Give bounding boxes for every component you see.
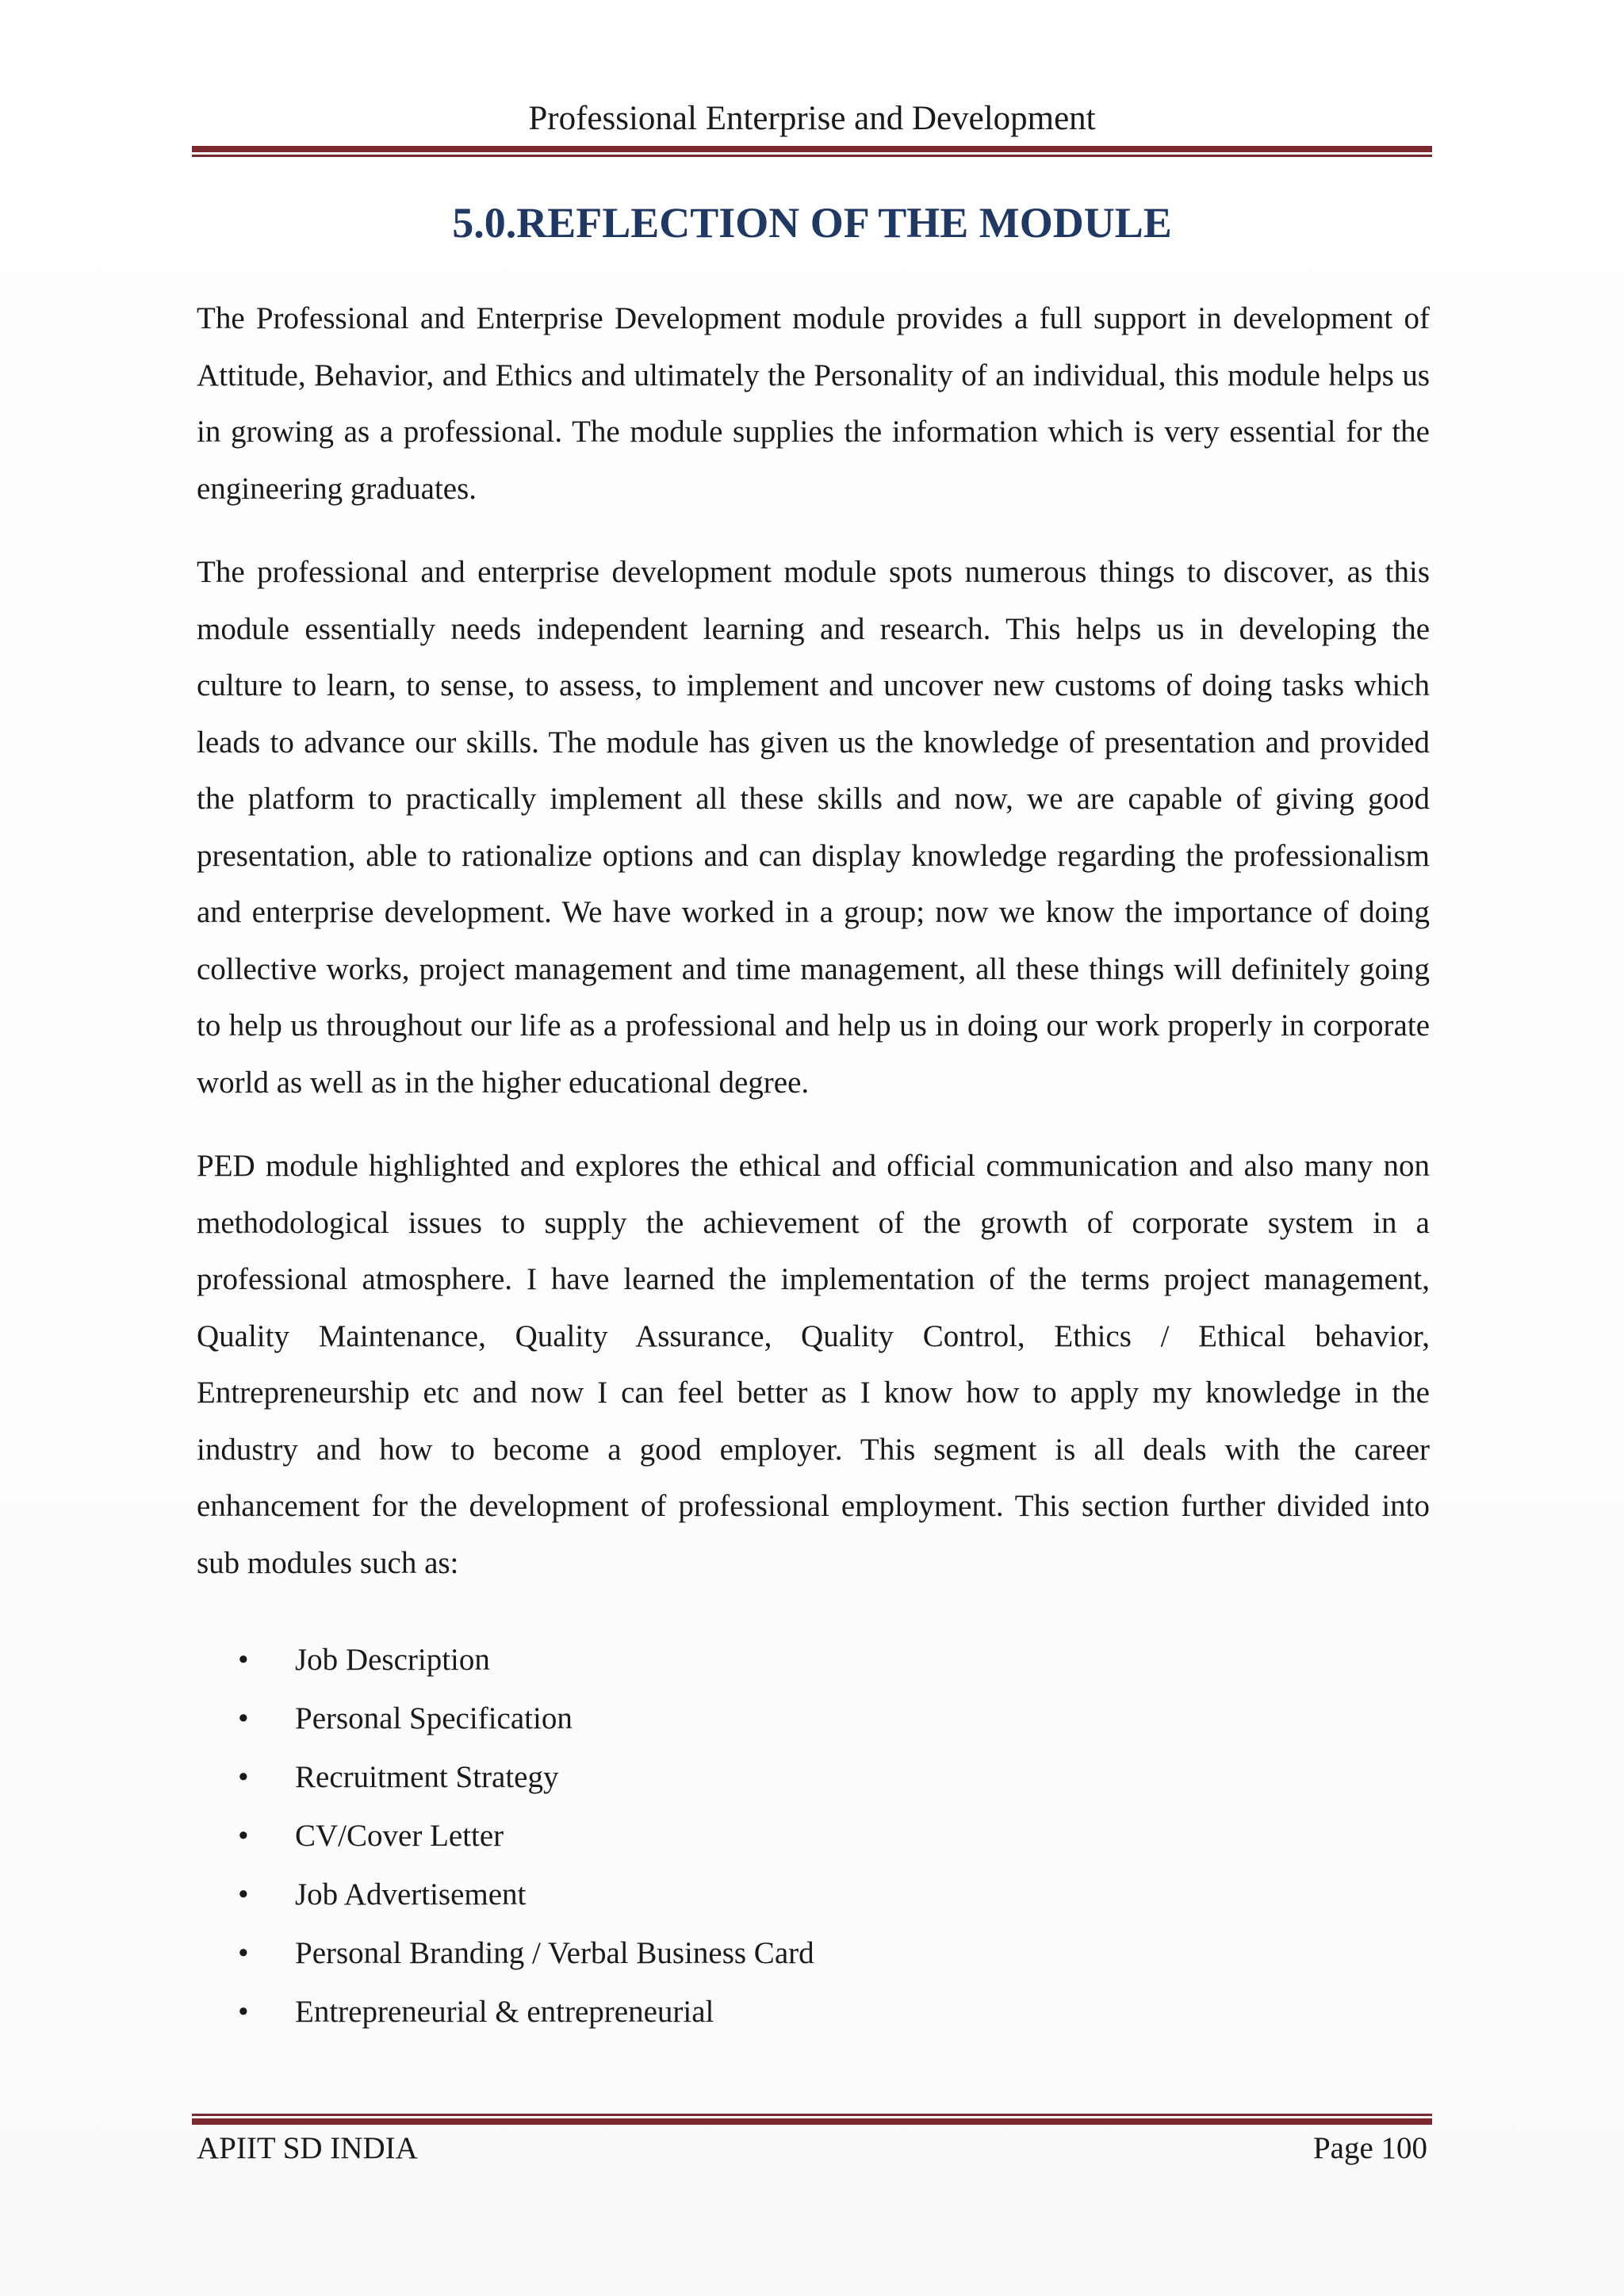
- bullet-icon: •: [238, 1701, 249, 1735]
- list-item: [238, 1983, 1430, 2042]
- list-item-text: Entrepreneurial & entrepreneurial: [295, 1995, 714, 2029]
- running-header: Professional Enterprise and Development: [528, 100, 1096, 137]
- paragraph-1: The Professional and Enterprise Development module provides a full support in development of Attitude, Behavior, and Ethics and ultimately the Personality of an individual, this module helps us in growing as a professional. The module supplies the information which is very essential for the engineering graduates.: [197, 301, 1430, 506]
- paragraph-3: PED module highlighted and explores the ethical and official communication and also many non methodological issues to supply the achievement of the growth of corporate system in a professional atmosphere. I have learned the implementation of the terms project management, Quality Maintenance, Quality Assurance, Quality Control, Ethics / Ethical behavior, Entrepreneurship etc and now I can feel better as I know how to apply my knowledge in the industry and how to become a good employer. This segment is all deals with the career enhancement for the development of professional employment. This section further divided into sub modules such as:: [197, 1149, 1430, 1580]
- list-item-text: Job Advertisement: [295, 1877, 527, 1911]
- list-item-text: Job Description: [295, 1643, 490, 1677]
- list-item: [238, 1924, 1430, 1983]
- list-item: [238, 1689, 1430, 1748]
- list-item: [238, 1748, 1430, 1807]
- list-item-text: Personal Specification: [295, 1701, 573, 1735]
- bullet-icon: •: [238, 1936, 249, 1970]
- list-item: [238, 1631, 1430, 1689]
- header-divider: [192, 146, 1432, 157]
- list-item: [238, 1807, 1430, 1866]
- bullet-icon: •: [238, 1760, 249, 1794]
- submodule-list: [197, 1631, 1430, 2042]
- bullet-icon: •: [238, 1995, 249, 2029]
- page-number: Page 100: [1312, 2131, 1427, 2165]
- list-item-text: CV/Cover Letter: [295, 1819, 504, 1853]
- footer-divider: [192, 2114, 1432, 2125]
- body-text: [197, 290, 1430, 2042]
- section-title: 5.0.REFLECTION OF THE MODULE: [452, 199, 1172, 247]
- list-item: [238, 1866, 1430, 1924]
- footer-institution: APIIT SD INDIA: [197, 2131, 418, 2165]
- bullet-icon: •: [238, 1643, 249, 1677]
- bullet-icon: •: [238, 1877, 249, 1911]
- paragraph-2: The professional and enterprise development module spots numerous things to discover, as this module essentially needs independent learning and research. This helps us in developing the culture to learn, to sense, to assess, to implement and uncover new customs of doing tasks which leads to advance our skills. The module has given us the knowledge of presentation and provided the platform to practically implement all these skills and now, we are capable of giving good presentation, able to rationalize options and can display knowledge regarding the professionalism and enterprise development. We have worked in a group; now we know the importance of doing collective works, project management and time management, all these things will definitely going to help us throughout our life as a professional and help us in doing our work properly in corporate world as well as in the higher educational degree.: [197, 555, 1430, 1100]
- list-item-text: Personal Branding / Verbal Business Card: [295, 1936, 814, 1970]
- list-item-text: Recruitment Strategy: [295, 1760, 559, 1794]
- bullet-icon: •: [238, 1819, 249, 1853]
